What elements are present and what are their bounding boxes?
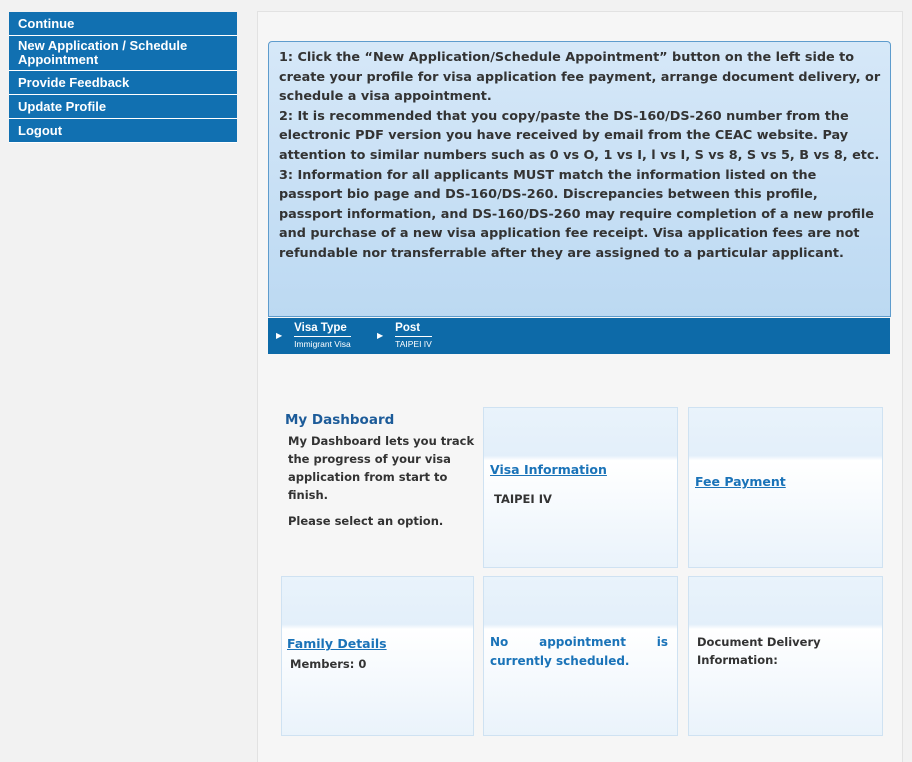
- document-delivery-info: Document Delivery Information:: [697, 635, 821, 667]
- dashboard-intro: [285, 412, 485, 530]
- sidebar-item-new-application[interactable]: New Application / Schedule Appointment: [9, 36, 237, 71]
- dashboard-prompt: Please select an option.: [288, 514, 444, 528]
- notice-item: 2: It is recommended that you copy/paste the DS-160/DS-260 number from the electronic PDF version you have received by email from the CEAC website. Pay attention to similar numbers such as 0 vs O, 1 vs I, l vs I, S vs 8, S vs 5, B vs 8, etc.: [279, 108, 880, 163]
- sidebar-menu: [9, 12, 237, 143]
- notice-item: 1: Click the “New Application/Schedule Appointment” button on the left side to create your profile for visa application fee payment, arrange document delivery, or schedule a visa appointment.: [279, 50, 881, 105]
- visa-information-card: [483, 407, 678, 568]
- dashboard-description: My Dashboard lets you track the progress of your visa application from start to finish.: [288, 434, 475, 502]
- family-details-link[interactable]: Family Details: [287, 636, 387, 651]
- dashboard-title: My Dashboard: [285, 412, 395, 428]
- fee-payment-card: [688, 407, 883, 568]
- visa-information-value: TAIPEI IV: [494, 492, 552, 506]
- sidebar-item-update-profile[interactable]: Update Profile: [9, 95, 237, 119]
- instructions-notice: [268, 41, 891, 317]
- visa-information-link[interactable]: Visa Information: [490, 462, 607, 477]
- sidebar-item-logout[interactable]: Logout: [9, 119, 237, 143]
- breadcrumb-visa-type: [276, 321, 351, 349]
- fee-payment-link[interactable]: Fee Payment: [695, 474, 786, 489]
- family-details-card: [281, 576, 474, 736]
- document-delivery-card: [688, 576, 883, 736]
- triangle-right-icon: ▶: [276, 331, 283, 340]
- appointment-card: [483, 576, 678, 736]
- triangle-right-icon: ▶: [377, 331, 384, 340]
- breadcrumb-value: Immigrant Visa: [294, 339, 351, 349]
- breadcrumb-value: TAIPEI IV: [395, 339, 432, 349]
- breadcrumb-label: Post: [395, 321, 432, 337]
- breadcrumb-label: Visa Type: [294, 321, 351, 337]
- family-members-count: Members: 0: [290, 657, 367, 671]
- sidebar-item-provide-feedback[interactable]: Provide Feedback: [9, 71, 237, 95]
- sidebar-item-continue[interactable]: Continue: [9, 12, 237, 36]
- breadcrumb: [268, 318, 890, 354]
- notice-item: 3: Information for all applicants MUST match the information listed on the passport bio page and DS-160/DS-260. Discrepancies between this profile, passport information, and DS-160/DS-260 may require completion of a new profile and purchase of a new visa application fee receipt. Visa application fees are not refundable nor transferrable after they are assigned to a particular applicant.: [279, 167, 874, 261]
- breadcrumb-post: [377, 321, 432, 349]
- main-panel: [257, 11, 903, 762]
- appointment-status: No appointment is currently scheduled.: [490, 635, 668, 668]
